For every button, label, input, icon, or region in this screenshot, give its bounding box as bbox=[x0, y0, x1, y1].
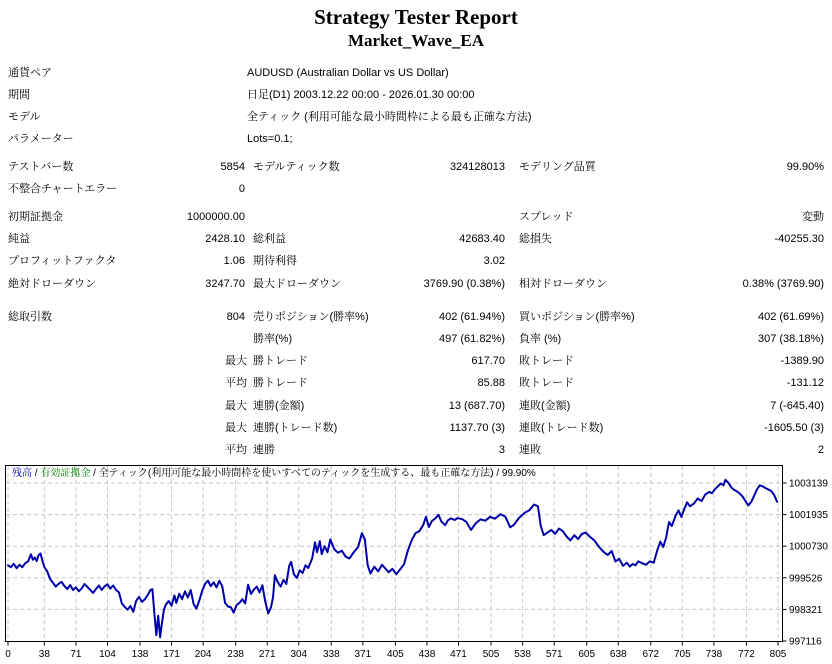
cell-label: 総取引数 bbox=[8, 311, 52, 323]
x-tick-label: 705 bbox=[674, 649, 691, 660]
x-tick-label: 538 bbox=[514, 649, 531, 660]
cell-label: モデリング品質 bbox=[519, 161, 596, 173]
x-tick-label: 405 bbox=[387, 649, 404, 660]
cell-label: 買いポジション(勝率%) bbox=[519, 311, 635, 323]
x-tick-label: 204 bbox=[194, 649, 212, 660]
balance-line bbox=[8, 480, 777, 637]
cell-label: 敗トレード bbox=[519, 377, 574, 389]
cell-value: 変動 bbox=[802, 211, 824, 223]
y-tick-label: 998321 bbox=[789, 604, 823, 616]
cell-label: 全ティック (利用可能な最小時間枠による最も正確な方法) bbox=[247, 111, 532, 123]
cell-label: 勝トレード bbox=[253, 355, 308, 367]
cell-value: 13 (687.70) bbox=[448, 400, 505, 412]
x-tick-label: 805 bbox=[769, 649, 787, 660]
cell-value: 5854 bbox=[220, 161, 245, 173]
cell-label: 総利益 bbox=[253, 233, 286, 245]
cell-label: 連敗 bbox=[519, 444, 541, 456]
cell-label: 連敗(金額) bbox=[519, 400, 571, 412]
x-tick-label: 71 bbox=[70, 649, 82, 660]
cell-value: 307 (38.18%) bbox=[757, 333, 824, 345]
cell-value: 804 bbox=[226, 311, 245, 323]
cell-label: テストバー数 bbox=[8, 161, 74, 173]
cell-value: 99.90% bbox=[786, 161, 824, 173]
x-tick-label: 772 bbox=[738, 649, 755, 660]
cell-label: 敗トレード bbox=[519, 355, 574, 367]
cell-label: 最大 bbox=[225, 400, 247, 412]
cell-label: 期待利得 bbox=[253, 255, 297, 267]
cell-value: 3.02 bbox=[483, 255, 505, 267]
cell-value: 402 (61.94%) bbox=[438, 311, 505, 323]
cell-value: 497 (61.82%) bbox=[438, 333, 505, 345]
report-title: Strategy Tester Report bbox=[314, 5, 518, 29]
cell-label: AUDUSD (Australian Dollar vs US Dollar) bbox=[247, 67, 449, 79]
y-tick-label: 1003139 bbox=[789, 478, 828, 490]
y-tick-label: 999526 bbox=[789, 573, 823, 585]
cell-label: 連敗(トレード数) bbox=[519, 422, 604, 434]
cell-label: プロフィットファクタ bbox=[8, 255, 117, 267]
cell-label: 連勝(金額) bbox=[253, 400, 305, 412]
cell-label: 初期証拠金 bbox=[8, 211, 63, 223]
x-tick-label: 471 bbox=[450, 649, 467, 660]
cell-label: パラメーター bbox=[8, 133, 74, 145]
cell-value: 2 bbox=[817, 444, 824, 456]
cell-label: 期間 bbox=[8, 89, 30, 101]
x-tick-label: 738 bbox=[705, 649, 723, 660]
cell-value: 2428.10 bbox=[205, 233, 245, 245]
cell-value: 324128013 bbox=[449, 161, 505, 173]
cell-label: 不整合チャートエラー bbox=[8, 183, 118, 195]
cell-value: 3 bbox=[498, 444, 505, 456]
cell-label: 純益 bbox=[8, 233, 30, 245]
cell-label: モデルティック数 bbox=[253, 161, 340, 173]
cell-label: 日足(D1) 2003.12.22 00:00 - 2026.01.30 00:00 bbox=[247, 89, 475, 101]
x-tick-label: 605 bbox=[578, 649, 596, 660]
chart-legend bbox=[12, 468, 536, 480]
cell-label: 連勝(トレード数) bbox=[253, 422, 338, 434]
legend-equity-label: 有効証拠金 bbox=[40, 468, 91, 479]
x-tick-label: 505 bbox=[482, 649, 500, 660]
y-tick-label: 1000730 bbox=[789, 541, 828, 553]
cell-label: 最大 bbox=[225, 422, 247, 434]
cell-value: -1605.50 (3) bbox=[764, 422, 824, 434]
cell-label: スプレッド bbox=[519, 211, 574, 223]
cell-value: 1000000.00 bbox=[186, 211, 245, 223]
cell-value: 1137.70 (3) bbox=[449, 422, 505, 434]
x-tick-label: 338 bbox=[322, 649, 340, 660]
cell-label: 平均 bbox=[225, 444, 247, 456]
x-tick-label: 238 bbox=[227, 649, 244, 660]
cell-value: 0.38% (3769.90) bbox=[742, 278, 824, 290]
cell-label: モデル bbox=[8, 111, 41, 123]
cell-label: 絶対ドローダウン bbox=[8, 278, 96, 290]
cell-label: 勝率(%) bbox=[253, 333, 293, 345]
cell-value: 3247.70 bbox=[205, 278, 245, 290]
y-tick-label: 1001935 bbox=[789, 510, 828, 522]
cell-value: 7 (-645.40) bbox=[770, 400, 824, 412]
plot-border bbox=[6, 466, 783, 642]
cell-value: 85.88 bbox=[477, 377, 505, 389]
x-tick-label: 138 bbox=[131, 649, 149, 660]
x-tick-label: 672 bbox=[642, 649, 660, 660]
cell-label: 相対ドローダウン bbox=[519, 278, 607, 290]
x-tick-label: 438 bbox=[418, 649, 436, 660]
cell-value: 1.06 bbox=[223, 255, 245, 267]
x-tick-label: 38 bbox=[38, 649, 50, 660]
report-subtitle: Market_Wave_EA bbox=[348, 31, 484, 50]
cell-value: -40255.30 bbox=[774, 233, 824, 245]
cell-label: 勝トレード bbox=[253, 377, 308, 389]
cell-value: 3769.90 (0.38%) bbox=[423, 278, 505, 290]
cell-label: 連勝 bbox=[253, 444, 275, 456]
y-tick-label: 997116 bbox=[789, 636, 822, 648]
cell-value: 0 bbox=[238, 183, 245, 195]
x-tick-label: 371 bbox=[354, 649, 372, 660]
legend-model-label: 全ティック(利用可能な最小時間枠を使いすべてのティックを生成する、最も正確な方法) bbox=[98, 468, 494, 479]
legend-separator: / bbox=[493, 468, 502, 479]
x-tick-label: 571 bbox=[545, 649, 563, 660]
x-tick-label: 304 bbox=[290, 649, 308, 660]
cell-label: 平均 bbox=[225, 377, 247, 389]
cell-label: 最大 bbox=[225, 355, 247, 367]
legend-quality-label: 99.90% bbox=[501, 468, 536, 479]
cell-value: -131.12 bbox=[786, 377, 824, 389]
cell-label: Lots=0.1; bbox=[247, 133, 293, 145]
x-tick-label: 104 bbox=[99, 649, 116, 660]
x-tick-label: 638 bbox=[609, 649, 627, 660]
legend-balance-label: 残高 bbox=[12, 468, 32, 479]
cell-value: 402 (61.69%) bbox=[757, 311, 824, 323]
cell-label: 最大ドローダウン bbox=[253, 278, 341, 290]
cell-value: 617.70 bbox=[471, 355, 505, 367]
legend-separator: / bbox=[90, 468, 99, 479]
cell-label: 総損失 bbox=[519, 233, 552, 245]
x-tick-label: 0 bbox=[5, 649, 11, 660]
legend-separator: / bbox=[32, 468, 41, 479]
cell-label: 通貨ペア bbox=[8, 67, 52, 79]
x-tick-label: 171 bbox=[163, 649, 180, 660]
x-tick-label: 271 bbox=[258, 649, 276, 660]
cell-value: -1389.90 bbox=[780, 355, 824, 367]
cell-value: 42683.40 bbox=[459, 233, 505, 245]
cell-label: 売りポジション(勝率%) bbox=[253, 311, 369, 323]
cell-label: 負率 (%) bbox=[519, 333, 562, 345]
